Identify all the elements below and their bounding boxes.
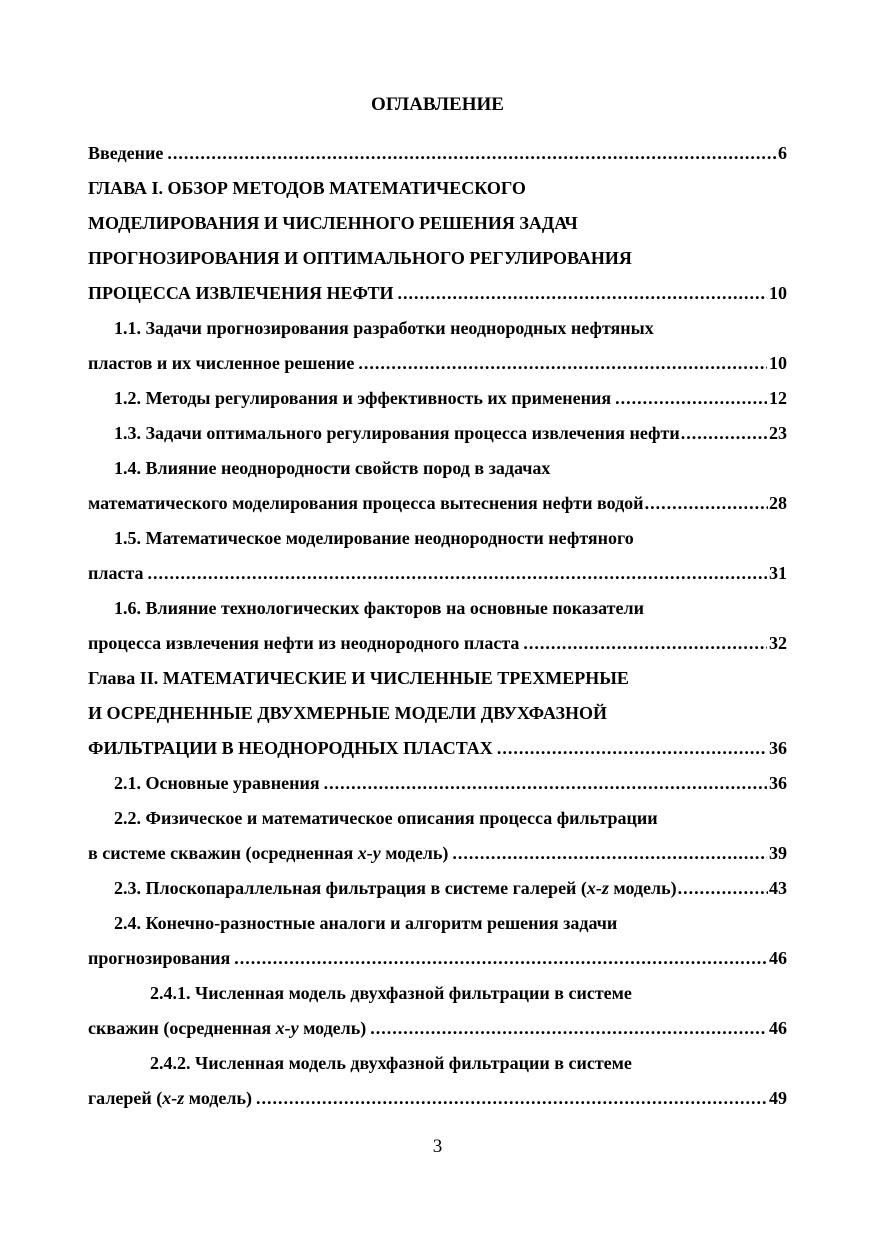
toc-entry-text: МОДЕЛИРОВАНИЯ И ЧИСЛЕННОГО РЕШЕНИЯ ЗАДАЧ <box>88 213 578 233</box>
toc-entry-1-1-end[interactable] <box>88 346 787 381</box>
toc-entry-1-6-end[interactable] <box>88 626 787 661</box>
toc-entry-text: 2.4.1. Численная модель двухфазной фильтрации в системе <box>150 983 632 1003</box>
toc-page-number: 28 <box>769 493 787 513</box>
toc-entry-chapter-2[interactable] <box>88 661 787 696</box>
toc-entry-1-3[interactable] <box>88 416 787 451</box>
toc-page-number: 43 <box>769 878 787 898</box>
toc-entry-2-1[interactable] <box>88 766 787 801</box>
toc-entry-2-4-1[interactable] <box>88 976 787 1011</box>
toc-entry-text: ПРОГНОЗИРОВАНИЯ И ОПТИМАЛЬНОГО РЕГУЛИРОВАНИЯ <box>88 248 632 268</box>
dot-leader <box>497 738 767 759</box>
toc-entry-text: 1.2. Методы регулирования и эффективность их применения <box>114 388 612 408</box>
toc-entry-text: 2.1. Основные уравнения <box>114 773 320 793</box>
toc-page-number: 32 <box>769 633 787 653</box>
toc-entry-2-4-end[interactable] <box>88 941 787 976</box>
dot-leader <box>358 353 767 374</box>
toc-entry-2-4-1-end[interactable] <box>88 1011 787 1046</box>
toc-entry-2-4[interactable] <box>88 906 787 941</box>
toc-entry-chapter-1[interactable] <box>88 171 787 206</box>
toc-page-number: 10 <box>769 353 787 373</box>
toc-entry-text-part: скважин (осредненная <box>88 1018 276 1038</box>
dot-leader <box>645 493 768 514</box>
toc-page-number: 36 <box>769 773 787 793</box>
toc-page-number: 23 <box>769 423 787 443</box>
toc-entry-1-6[interactable] <box>88 591 787 626</box>
dot-leader <box>397 283 767 304</box>
toc-entry-2-4-2-end[interactable] <box>88 1081 787 1116</box>
toc-entry-text: пластов и их численное решение <box>88 353 355 373</box>
dot-leader <box>234 948 767 969</box>
dot-leader <box>615 388 767 409</box>
toc-entry-chapter-1-end[interactable] <box>88 276 787 311</box>
toc-entry-text: ПРОЦЕССА ИЗВЛЕЧЕНИЯ НЕФТИ <box>88 283 394 303</box>
toc-entry-1-2[interactable] <box>88 381 787 416</box>
toc-page-number: 12 <box>769 388 787 408</box>
toc-entry-text: 2.4. Конечно-разностные аналоги и алгоритм решения задачи <box>114 913 618 933</box>
toc-entry-text-part: модель) <box>298 1018 367 1038</box>
toc-page-number: 31 <box>769 563 787 583</box>
toc-entry-1-5-end[interactable] <box>88 556 787 591</box>
toc-entry-text: 2.2. Физическое и математическое описания процесса фильтрации <box>114 808 658 828</box>
toc-entry-text: 1.6. Влияние технологических факторов на основные показатели <box>114 598 644 618</box>
toc-page-number: 39 <box>769 843 787 863</box>
toc-entry-text-part: модель) <box>380 843 449 863</box>
toc-entry-1-5[interactable] <box>88 521 787 556</box>
toc-entry-2-2-end[interactable] <box>88 836 787 871</box>
dot-leader <box>523 633 767 654</box>
toc-entry-chapter-2-cont[interactable] <box>88 696 787 731</box>
toc-entry-chapter-1-cont[interactable] <box>88 241 787 276</box>
toc-entry-text: ГЛАВА I. ОБЗОР МЕТОДОВ МАТЕМАТИЧЕСКОГО <box>88 178 526 198</box>
dot-leader <box>256 1088 767 1109</box>
page-number: 3 <box>432 1136 443 1157</box>
dot-leader <box>148 563 767 584</box>
toc-entry-text-part: модель) <box>608 878 677 898</box>
toc-page-number: 49 <box>769 1088 787 1108</box>
page-title: ОГЛАВЛЕНИЕ <box>371 94 504 115</box>
toc-entry-text-part: в системе скважин (осредненная <box>88 843 358 863</box>
toc-entry-text: процесса извлечения нефти из неоднородного пласта <box>88 633 520 653</box>
dot-leader <box>681 423 768 444</box>
toc-entry-text <box>88 1018 366 1039</box>
toc-entry-chapter-1-cont[interactable] <box>88 206 787 241</box>
toc-entry-text: 1.3. Задачи оптимального регулирования процесса извлечения нефти <box>114 423 680 443</box>
toc-entry-text: ФИЛЬТРАЦИИ В НЕОДНОРОДНЫХ ПЛАСТАХ <box>88 738 493 758</box>
toc-page-number: 10 <box>769 283 787 303</box>
toc-entry-1-4-end[interactable] <box>88 486 787 521</box>
toc-entry-text-italic: x-z <box>162 1088 185 1108</box>
dot-leader <box>324 773 767 794</box>
toc-entry-1-1[interactable] <box>88 311 787 346</box>
toc-entry-introduction[interactable] <box>88 136 787 171</box>
toc-entry-text-part: галерей ( <box>88 1088 163 1108</box>
toc-page-number: 36 <box>769 738 787 758</box>
toc-entry-text <box>114 878 677 899</box>
toc-entry-text: Глава II. МАТЕМАТИЧЕСКИЕ И ЧИСЛЕННЫЕ ТРЕХМЕРНЫЕ <box>88 668 629 688</box>
toc-entry-2-2[interactable] <box>88 801 787 836</box>
toc-entry-text: Введение <box>88 143 164 163</box>
toc-entry-text: 1.4. Влияние неоднородности свойств пород в задачах <box>114 458 551 478</box>
dot-leader <box>370 1018 767 1039</box>
toc-entry-text: 1.1. Задачи прогнозирования разработки неоднородных нефтяных <box>114 318 654 338</box>
toc-entry-text: И ОСРЕДНЕННЫЕ ДВУХМЕРНЫЕ МОДЕЛИ ДВУХФАЗНОЙ <box>88 703 608 723</box>
toc-entry-text <box>88 843 448 864</box>
toc-entry-text: прогнозирования <box>88 948 231 968</box>
toc-entry-text <box>88 1088 252 1109</box>
toc-entry-text-part: модель) <box>184 1088 253 1108</box>
toc-entry-text-italic: x-z <box>586 878 609 898</box>
toc-entry-2-3[interactable] <box>88 871 787 906</box>
dot-leader <box>167 143 776 164</box>
toc-entry-text-italic: x-y <box>275 1018 299 1038</box>
toc-entry-text-part: 2.3. Плоскопараллельная фильтрация в системе галерей ( <box>114 878 587 898</box>
dot-leader <box>678 878 768 899</box>
toc-page-number: 6 <box>778 143 787 163</box>
toc-entry-2-4-2[interactable] <box>88 1046 787 1081</box>
dot-leader <box>452 843 767 864</box>
toc-entry-text: 2.4.2. Численная модель двухфазной фильтрации в системе <box>150 1053 632 1073</box>
toc-entry-1-4[interactable] <box>88 451 787 486</box>
toc-entry-chapter-2-end[interactable] <box>88 731 787 766</box>
toc-entry-text: математического моделирования процесса вытеснения нефти водой <box>88 493 644 513</box>
toc-entry-text: пласта <box>88 563 144 583</box>
table-of-contents <box>88 136 787 1116</box>
toc-entry-text: 1.5. Математическое моделирование неоднородности нефтяного <box>114 528 634 548</box>
toc-page-number: 46 <box>769 948 787 968</box>
toc-page-number: 46 <box>769 1018 787 1038</box>
toc-entry-text-italic: x-y <box>357 843 381 863</box>
